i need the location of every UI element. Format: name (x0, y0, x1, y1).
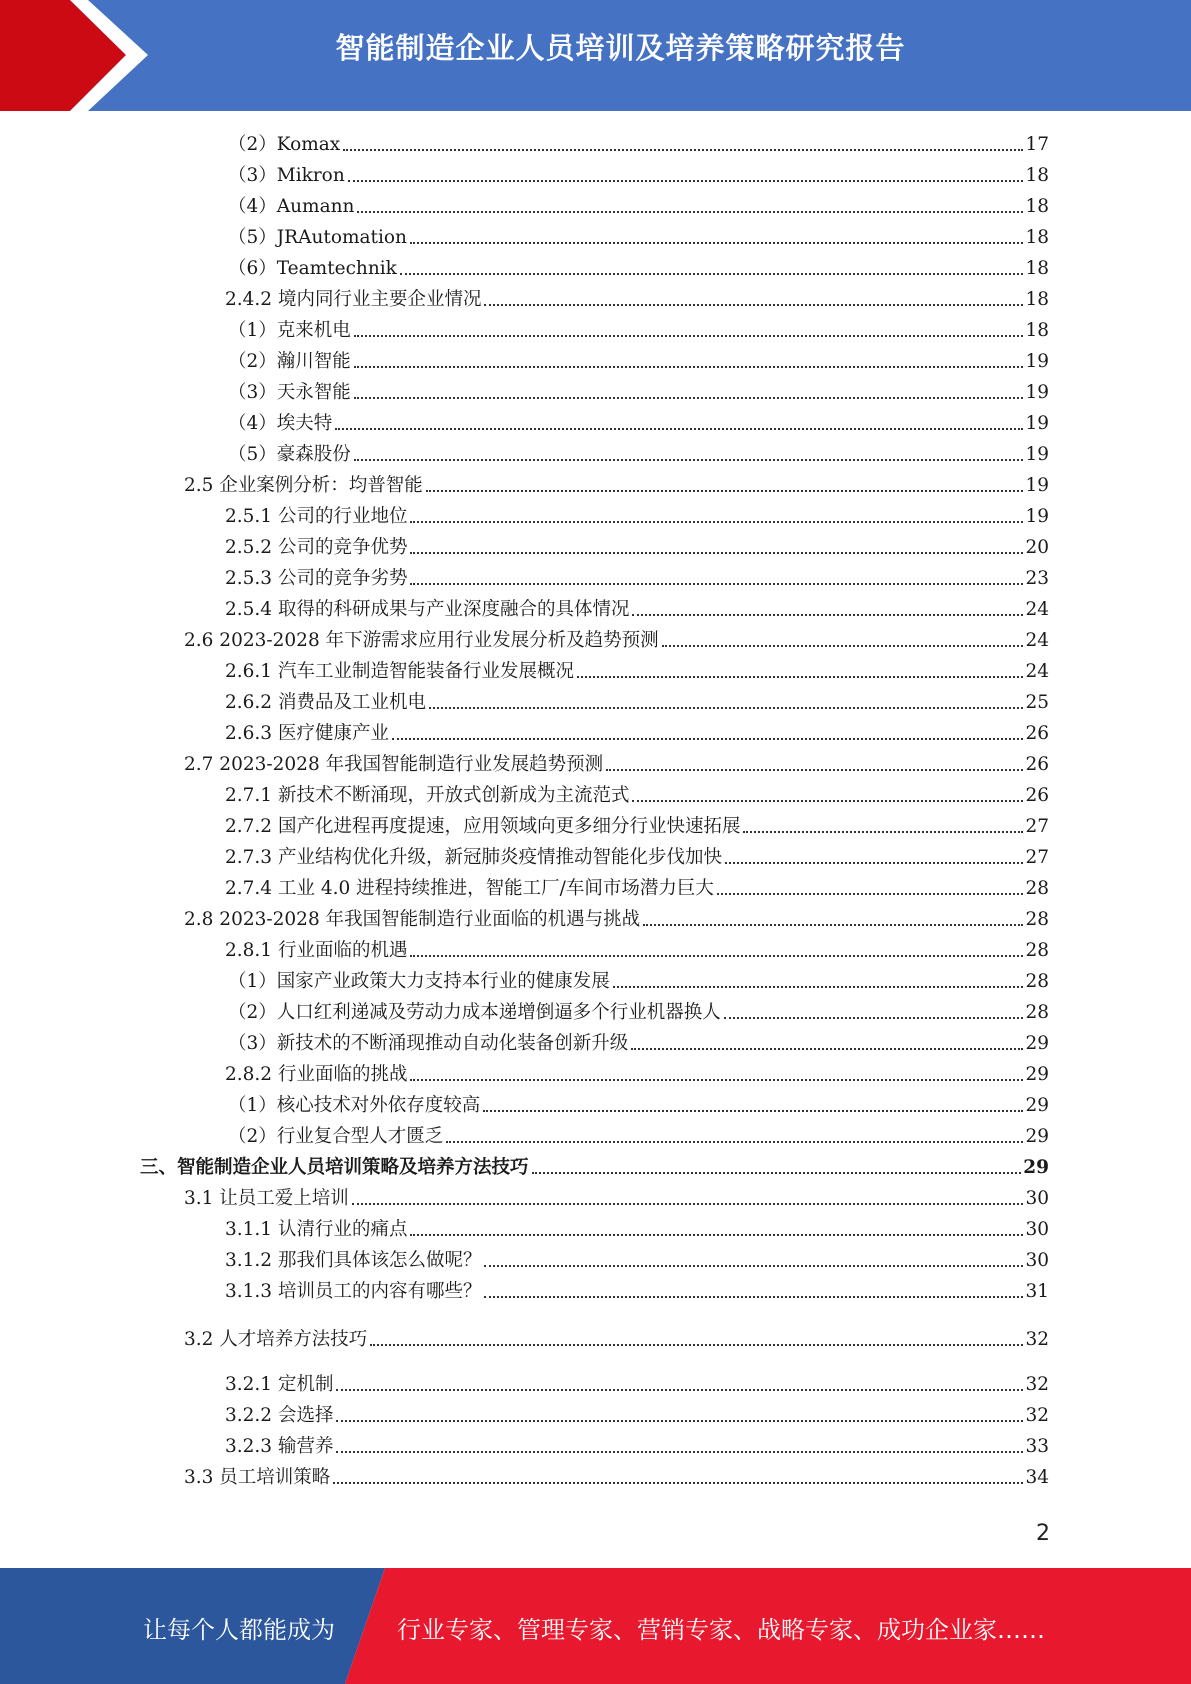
toc-entry-page: 29 (1025, 1126, 1049, 1147)
toc-dot-leader (484, 1259, 1023, 1267)
footer-slogan-left: 让每个人都能成为 (143, 1616, 335, 1644)
toc-entry-title: （1）克来机电 (228, 320, 351, 341)
toc-entry-title: 3.2.3 输营养 (225, 1436, 334, 1457)
toc-entry-page: 26 (1025, 723, 1049, 744)
toc-entry[interactable] (184, 1327, 1049, 1351)
toc-dot-leader (632, 608, 1023, 616)
toc-entry-page: 26 (1025, 785, 1049, 806)
toc-dot-leader (429, 701, 1023, 709)
toc-entry[interactable] (184, 752, 1049, 776)
toc-entry-page: 18 (1025, 320, 1049, 341)
toc-entry-page: 23 (1025, 568, 1049, 589)
toc-entry-page: 29 (1025, 1033, 1049, 1054)
toc-entry-page: 19 (1025, 506, 1049, 527)
toc-entry-page: 30 (1025, 1219, 1049, 1240)
toc-entry-title: （2）行业复合型人才匮乏 (228, 1126, 444, 1147)
toc-entry[interactable] (225, 566, 1049, 590)
toc-dot-leader (352, 1197, 1024, 1205)
toc-entry[interactable] (225, 721, 1049, 745)
toc-dot-leader (662, 639, 1024, 647)
toc-entry-title: （4）埃夫特 (228, 413, 333, 434)
toc-entry-page: 29 (1025, 1064, 1049, 1085)
toc-dot-leader (446, 1135, 1023, 1143)
toc-entry-title: （1）核心技术对外依存度较高 (228, 1095, 481, 1116)
toc-entry[interactable] (225, 845, 1049, 869)
toc-entry-title: （3）Mikron (228, 165, 345, 186)
report-title: 智能制造企业人员培训及培养策略研究报告 (335, 31, 906, 65)
toc-entry-title: （4）Aumann (228, 196, 355, 217)
toc-dot-leader (410, 236, 1024, 244)
toc-entry-page: 28 (1025, 909, 1049, 930)
toc-entry-title: 2.6.2 消费品及工业机电 (225, 692, 426, 713)
toc-dot-leader (484, 298, 1023, 306)
footer-slogan-right: 行业专家、管理专家、营销专家、战略专家、成功企业家…… (397, 1616, 1045, 1644)
toc-entry-page: 24 (1025, 599, 1049, 620)
toc-entry-title: 2.8 2023-2028 年我国智能制造行业面临的机遇与挑战 (184, 909, 641, 930)
page-header (0, 0, 1191, 111)
toc-entry-title: （3）新技术的不断涌现推动自动化装备创新升级 (228, 1033, 629, 1054)
toc-entry[interactable] (225, 938, 1049, 962)
toc-entry[interactable] (184, 628, 1049, 652)
toc-entry-page: 28 (1025, 971, 1049, 992)
toc-entry-title: 2.5.1 公司的行业地位 (225, 506, 408, 527)
toc-entry-title: 2.6 2023-2028 年下游需求应用行业发展分析及趋势预测 (184, 630, 659, 651)
toc-entry-page: 18 (1025, 258, 1049, 279)
toc-dot-leader (717, 887, 1024, 895)
toc-entry-page: 32 (1025, 1405, 1049, 1426)
toc-entry-title: 3.1.1 认清行业的痛点 (225, 1219, 408, 1240)
toc-entry-page: 28 (1025, 878, 1049, 899)
toc-entry-page: 19 (1025, 475, 1049, 496)
toc-dot-leader (370, 1338, 1023, 1346)
toc-dot-leader (631, 1042, 1023, 1050)
toc-entry-page: 29 (1025, 1095, 1049, 1116)
toc-entry[interactable] (228, 194, 1049, 218)
toc-entry-title: （2）人口红利递减及劳动力成本递增倒逼多个行业机器换人 (228, 1002, 721, 1023)
toc-entry-page: 20 (1025, 537, 1049, 558)
toc-entry-page: 17 (1025, 134, 1049, 155)
toc-entry[interactable] (228, 163, 1049, 187)
toc-entry-title: （5）JRAutomation (228, 227, 407, 248)
toc-entry-title: 2.7.2 国产化进程再度提速，应用领域向更多细分行业快速拓展 (225, 816, 741, 837)
toc-entry[interactable] (225, 1403, 1049, 1427)
toc-entry[interactable] (184, 1186, 1049, 1210)
toc-entry[interactable] (228, 969, 1049, 993)
toc-dot-leader (724, 1011, 1024, 1019)
toc-dot-leader (392, 732, 1023, 740)
toc-entry-page: 18 (1025, 227, 1049, 248)
toc-entry-title: 2.4.2 境内同行业主要企业情况 (225, 289, 482, 310)
toc-entry-page: 27 (1025, 847, 1049, 868)
toc-entry-title: 3.1.2 那我们具体该怎么做呢？ (225, 1250, 482, 1271)
toc-entry[interactable] (225, 814, 1049, 838)
toc-entry-title: 3.1 让员工爱上培训 (184, 1188, 349, 1209)
toc-entry[interactable] (225, 287, 1049, 311)
toc-dot-leader (354, 360, 1024, 368)
toc-entry-title: 2.5.4 取得的科研成果与产业深度融合的具体情况 (225, 599, 630, 620)
toc-entry-title: （6）Teamtechnik (228, 258, 397, 279)
toc-entry-page: 28 (1025, 940, 1049, 961)
toc-entry[interactable] (228, 1031, 1049, 1055)
toc-dot-leader (483, 1104, 1023, 1112)
toc-entry-title: 3.2.1 定机制 (225, 1374, 334, 1395)
toc-entry-title: 3.2.2 会选择 (225, 1405, 334, 1426)
toc-dot-leader (336, 1445, 1023, 1453)
toc-entry-title: 2.7.1 新技术不断涌现，开放式创新成为主流范式 (225, 785, 630, 806)
toc-entry-title: 三、智能制造企业人员培训策略及培养方法技巧 (140, 1157, 529, 1178)
toc-entry-page: 28 (1025, 1002, 1049, 1023)
toc-entry[interactable] (225, 659, 1049, 683)
toc-entry[interactable] (228, 318, 1049, 342)
toc-entry-title: （5）豪森股份 (228, 444, 351, 465)
toc-entry-page: 31 (1025, 1281, 1049, 1302)
toc-entry-title: 2.8.2 行业面临的挑战 (225, 1064, 408, 1085)
toc-entry[interactable] (228, 1124, 1049, 1148)
toc-entry-title: 2.6.1 汽车工业制造智能装备行业发展概况 (225, 661, 574, 682)
toc-entry[interactable] (228, 1093, 1049, 1117)
toc-dot-leader (400, 267, 1024, 275)
toc-entry-title: 2.7 2023-2028 年我国智能制造行业发展趋势预测 (184, 754, 604, 775)
toc-entry-title: 2.7.4 工业 4.0 进程持续推进，智能工厂/车间市场潜力巨大 (225, 878, 714, 899)
toc-entry-title: （2）瀚川智能 (228, 351, 351, 372)
toc-dot-leader (357, 205, 1023, 213)
toc-entry-title: 2.5.2 公司的竞争优势 (225, 537, 408, 558)
toc-entry-page: 32 (1025, 1374, 1049, 1395)
toc-entry[interactable] (228, 442, 1049, 466)
toc-dot-leader (410, 1228, 1023, 1236)
toc-dot-leader (410, 577, 1023, 585)
toc-entry-page: 19 (1025, 444, 1049, 465)
toc-entry-page: 18 (1025, 165, 1049, 186)
toc-entry[interactable] (225, 876, 1049, 900)
toc-entry-page: 33 (1025, 1436, 1049, 1457)
toc-dot-leader (410, 546, 1023, 554)
toc-entry[interactable] (228, 349, 1049, 373)
toc-dot-leader (426, 484, 1024, 492)
toc-entry-page: 32 (1025, 1329, 1049, 1350)
toc-entry[interactable] (140, 1155, 1049, 1179)
toc-entry[interactable] (228, 411, 1049, 435)
toc-dot-leader (336, 1383, 1023, 1391)
toc-entry[interactable] (228, 256, 1049, 280)
toc-entry[interactable] (225, 783, 1049, 807)
toc-entry[interactable] (225, 1217, 1049, 1241)
toc-dot-leader (335, 422, 1023, 430)
toc-dot-leader (336, 1414, 1023, 1422)
toc-entry[interactable] (225, 1434, 1049, 1458)
toc-entry-title: 2.5 企业案例分析：均普智能 (184, 475, 423, 496)
toc-dot-leader (743, 825, 1023, 833)
toc-entry-page: 34 (1025, 1467, 1049, 1488)
toc-dot-leader (532, 1166, 1022, 1174)
toc-dot-leader (410, 1073, 1023, 1081)
toc-entry-title: （2）Komax (228, 134, 341, 155)
toc-dot-leader (348, 174, 1024, 182)
toc-entry[interactable] (184, 907, 1049, 931)
toc-entry-title: 2.5.3 公司的竞争劣势 (225, 568, 408, 589)
toc-entry-page: 18 (1025, 289, 1049, 310)
toc-entry-title: （3）天永智能 (228, 382, 351, 403)
toc-entry-page: 24 (1025, 630, 1049, 651)
toc-dot-leader (333, 1476, 1023, 1484)
toc-entry-title: 3.3 员工培训策略 (184, 1467, 331, 1488)
page-number: 2 (1036, 1521, 1050, 1546)
toc-entry[interactable] (228, 380, 1049, 404)
toc-entry-page: 29 (1023, 1157, 1049, 1178)
toc-entry[interactable] (225, 1279, 1049, 1303)
toc-dot-leader (410, 949, 1023, 957)
toc-entry[interactable] (225, 690, 1049, 714)
toc-entry-page: 27 (1025, 816, 1049, 837)
toc-entry-page: 30 (1025, 1188, 1049, 1209)
toc-entry-page: 24 (1025, 661, 1049, 682)
toc-entry[interactable] (225, 597, 1049, 621)
toc-dot-leader (343, 143, 1023, 151)
toc-entry[interactable] (184, 473, 1049, 497)
toc-entry-page: 18 (1025, 196, 1049, 217)
toc-entry-page: 19 (1025, 351, 1049, 372)
toc-entry[interactable] (228, 132, 1049, 156)
toc-entry[interactable] (225, 504, 1049, 528)
toc-entry-page: 19 (1025, 382, 1049, 403)
toc-dot-leader (632, 794, 1023, 802)
toc-entry-title: 2.6.3 医疗健康产业 (225, 723, 389, 744)
toc-dot-leader (354, 453, 1024, 461)
toc-entry-title: 3.2 人才培养方法技巧 (184, 1329, 368, 1350)
toc-entry-title: （1）国家产业政策大力支持本行业的健康发展 (228, 971, 610, 992)
toc-entry-title: 3.1.3 培训员工的内容有哪些？ (225, 1281, 482, 1302)
toc-entry[interactable] (228, 1000, 1049, 1024)
toc-entry[interactable] (225, 1372, 1049, 1396)
toc-entry-page: 19 (1025, 413, 1049, 434)
toc-entry[interactable] (228, 225, 1049, 249)
page-footer (0, 1568, 1191, 1684)
toc-entry-page: 30 (1025, 1250, 1049, 1271)
toc-entry-title: 2.7.3 产业结构优化升级，新冠肺炎疫情推动智能化步伐加快 (225, 847, 722, 868)
toc-entry[interactable] (225, 535, 1049, 559)
toc-dot-leader (613, 980, 1024, 988)
toc-entry-page: 25 (1025, 692, 1049, 713)
toc-dot-leader (643, 918, 1023, 926)
toc-dot-leader (354, 391, 1024, 399)
toc-dot-leader (354, 329, 1024, 337)
toc-entry-title: 2.8.1 行业面临的机遇 (225, 940, 408, 961)
toc-dot-leader (410, 515, 1023, 523)
toc-dot-leader (606, 763, 1023, 771)
toc-entry[interactable] (225, 1062, 1049, 1086)
toc-dot-leader (577, 670, 1023, 678)
toc-entry-page: 26 (1025, 754, 1049, 775)
toc-dot-leader (484, 1290, 1023, 1298)
toc-dot-leader (725, 856, 1023, 864)
toc-entry[interactable] (225, 1248, 1049, 1272)
toc-entry[interactable] (184, 1465, 1049, 1489)
